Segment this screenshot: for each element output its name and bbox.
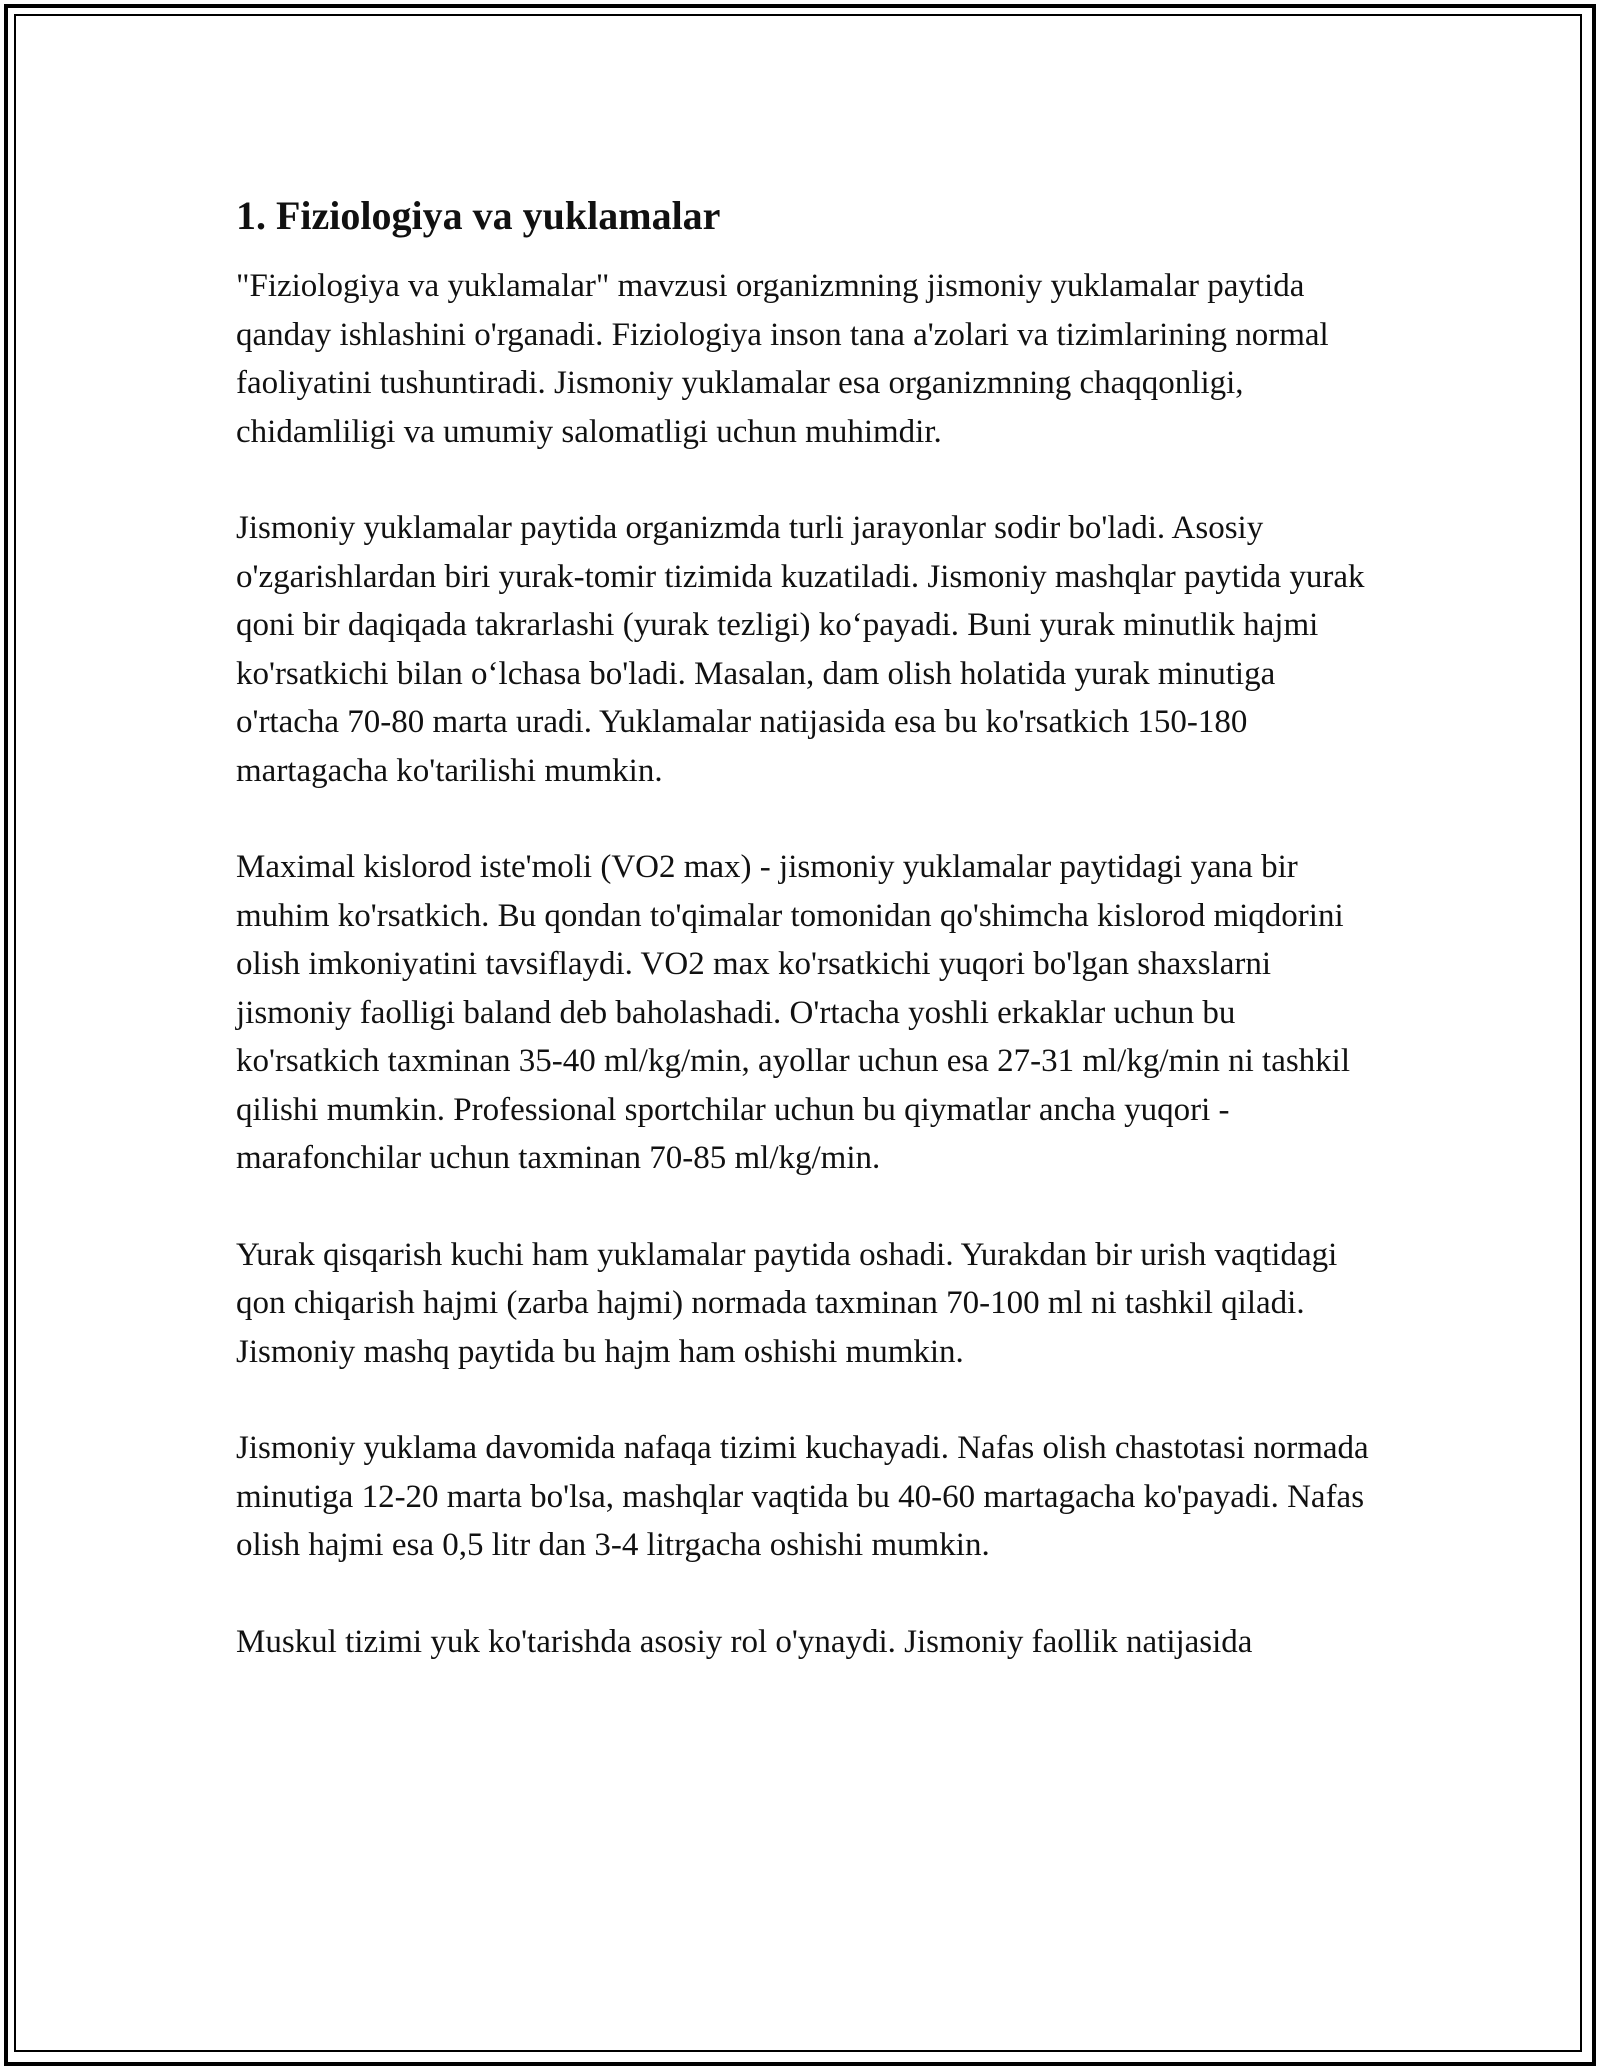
- paragraph-muscle-system: Muskul tizimi yuk ko'tarishda asosiy rol o'ynaydi. Jismoniy faollik natijasida: [236, 1623, 1253, 1660]
- paragraph-heart-rate: Jismoniy yuklamalar paytida organizmda turli jarayonlar sodir bo'ladi. Asosiy o'zgarishlardan biri yurak-tomir tizimida kuzatiladi. Jismoniy mashqlar paytida yurak qoni bir daqiqada takrarlashi (yurak tezligi) ko‘payadi. Buni yurak minutlik hajmi ko'rsatkichi bilan o‘lchasa bo'ladi. Masalan, dam olish holatida yurak minutiga o'rtacha 70-80 marta uradi. Yuklamalar natijasida esa bu ko'rsatkich 150-180 martagacha ko'tarilishi mumkin.: [236, 510, 1365, 789]
- document-body: [236, 190, 1376, 1714]
- paragraph-vo2-max: Maximal kislorod iste'moli (VO2 max) - jismoniy yuklamalar paytidagi yana bir muhim ko'rsatkich. Bu qondan to'qimalar tomonidan qo'shimcha kislorod miqdorini olish imkoniyatini tavsiflaydi. VO2 max ko'rsatkichi yuqori bo'lgan shaxslarni jismoniy faolligi baland deb baholashadi. O'rtacha yoshli erkaklar uchun bu ko'rsatkich taxminan 35-40 ml/kg/min, ayollar uchun esa 27-31 ml/kg/min ni tashkil qilishi mumkin. Professional sportchilar uchun bu qiymatlar ancha yuqori - marafonchilar uchun taxminan 70-85 ml/kg/min.: [236, 849, 1351, 1176]
- paragraph-respiration: Jismoniy yuklama davomida nafaqa tizimi kuchayadi. Nafas olish chastotasi normada minutiga 12-20 marta bo'lsa, mashqlar vaqtida bu 40-60 martagacha ko'payadi. Nafas olish hajmi esa 0,5 litr dan 3-4 litrgacha oshishi mumkin.: [236, 1430, 1369, 1563]
- paragraph-intro: "Fiziologiya va yuklamalar" mavzusi organizmning jismoniy yuklamalar paytida qanday ishlashini o'rganadi. Fiziologiya inson tana a'zolari va tizimlarining normal faoliyatini tushuntiradi. Jismoniy yuklamalar esa organizmning chaqqonligi, chidamliligi va umumiy salomatligi uchun muhimdir.: [236, 268, 1329, 450]
- section-heading: 1. Fiziologiya va yuklamalar: [236, 193, 721, 238]
- paragraph-stroke-volume: Yurak qisqarish kuchi ham yuklamalar paytida oshadi. Yurakdan bir urish vaqtidagi qon chiqarish hajmi (zarba hajmi) normada taxminan 70-100 ml ni tashkil qiladi. Jismoniy mashq paytida bu hajm ham oshishi mumkin.: [236, 1236, 1338, 1370]
